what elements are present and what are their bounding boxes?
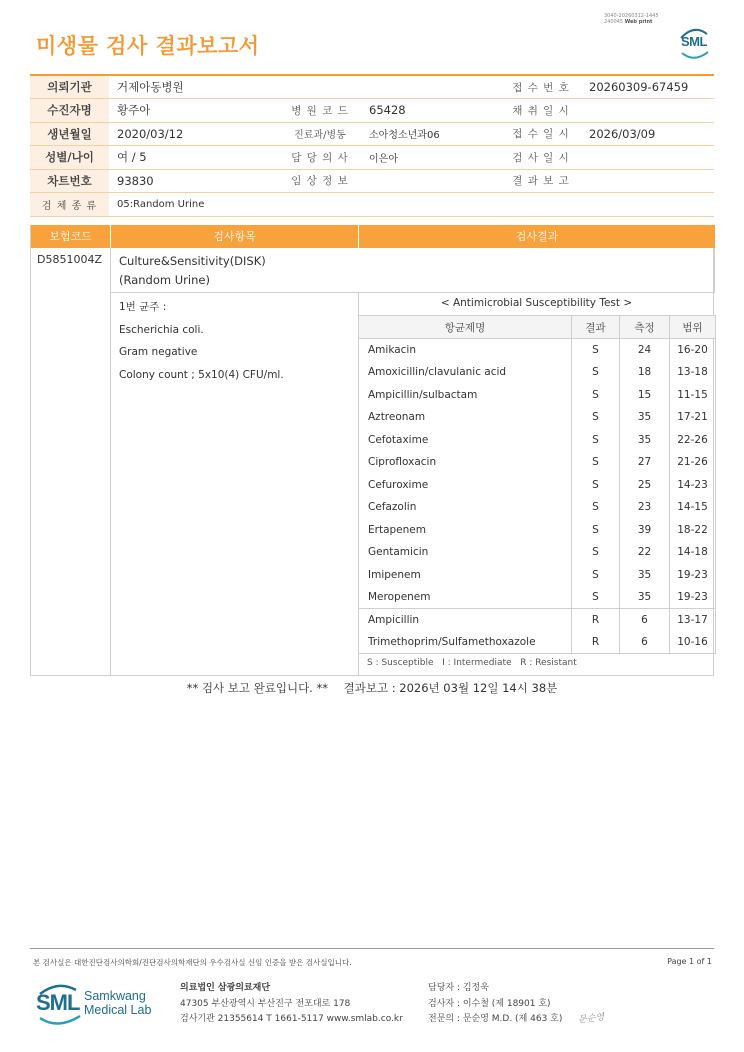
report-value [581,169,714,193]
info-row [30,193,714,217]
sml-logo-bottom [36,982,166,1028]
ast-range: 19-23 [670,564,716,587]
ast-range: 17-21 [670,406,716,429]
certification-note: 본 검사실은 대한진단검사의학회/진단검사의학재단의 우수검사실 신임 인증을 받은 검사실입니다. [33,958,352,967]
ast-result: S [572,496,620,519]
ast-result: S [572,564,620,587]
receipt-date-label: 접 수 일 시 [501,122,581,146]
ast-measure: 6 [620,631,670,654]
hosp-code-value: 65428 [361,99,501,123]
test-date-value [581,146,714,170]
hosp-code-label: 병 원 코 드 [279,99,361,123]
specimen-value: 05:Random Urine [109,193,714,217]
ast-result: S [572,384,620,407]
ast-row [359,564,716,587]
divider [110,248,111,676]
info-row [30,122,714,146]
ast-measure: 6 [620,609,670,632]
dept-value: 소아청소년과06 [361,122,501,146]
col-result-header: 검사결과 [358,225,715,248]
ast-drug: Ampicillin/sulbactam [359,384,572,407]
dob-value: 2020/03/12 [109,122,279,146]
ast-measure: 24 [620,339,670,362]
ast-drug: Cefuroxime [359,474,572,497]
logo-name [84,989,151,1017]
divider [714,248,715,293]
ast-range: 10-16 [670,631,716,654]
ast-result: S [572,339,620,362]
org-name: 의료법인 삼광의료재단 [180,983,271,993]
ast-measure: 22 [620,541,670,564]
print-code-line1: 3040-20260312-1445 [604,13,659,19]
info-row [30,169,714,193]
signature: 문순영 [577,1012,605,1026]
print-code-line2: 240045 [604,19,624,25]
ast-legend: S : Susceptible I : Intermediate R : Resistant [367,658,577,668]
ast-result: R [572,631,620,654]
ast-col-result: 결과 [572,316,620,339]
ast-range: 14-23 [670,474,716,497]
ast-range: 14-18 [670,541,716,564]
ast-range: 21-26 [670,451,716,474]
receipt-date-value: 2026/03/09 [581,122,714,146]
ast-drug: Meropenem [359,586,572,609]
ast-row [359,496,716,519]
patient-label: 수진자명 [30,99,109,123]
results-section [30,225,714,676]
ast-row [359,451,716,474]
insurance-code: D5851004Z [37,253,102,266]
patient-info-table [30,74,714,217]
info-row [30,75,714,99]
ast-header-row [359,316,716,339]
ast-col-measure: 측정 [620,316,670,339]
report-label: 결 과 보 고 [501,169,581,193]
ast-range: 19-23 [670,586,716,609]
sml-logo-top [676,25,712,61]
collect-date-value [581,99,714,123]
org-contact: 검사기관 21355614 T 1661-5117 www.smlab.co.kr [180,1014,403,1024]
ast-range: 16-20 [670,339,716,362]
dept-label: 진료과/병동 [279,122,361,146]
web-print-label: Web print [624,19,653,25]
ast-result: S [572,406,620,429]
ast-table [358,315,716,654]
info-row [30,146,714,170]
ast-row [359,406,716,429]
ast-title: < Antimicrobial Susceptibility Test > [440,297,633,309]
completion-message: ** 검사 보고 완료입니다. ** [186,681,328,695]
chart-no-label: 차트번호 [30,169,109,193]
collect-date-label: 채 취 일 시 [501,99,581,123]
sex-age-label: 성별/나이 [30,146,109,170]
ast-measure: 15 [620,384,670,407]
ast-measure: 23 [620,496,670,519]
ast-row [359,474,716,497]
receipt-no-label: 접 수 번 호 [501,75,581,99]
ast-drug: Imipenem [359,564,572,587]
ast-row [359,541,716,564]
ast-row [359,339,716,362]
staff-tester: 검사자 : 이수철 (제 18901 호) [428,998,551,1009]
ast-col-drug: 항균제명 [359,316,572,339]
clinical-label: 임 상 정 보 [279,169,361,193]
staff-info [428,981,562,1028]
ast-measure: 35 [620,564,670,587]
ast-measure: 35 [620,586,670,609]
organism-info [119,296,284,386]
ast-result: S [572,586,620,609]
ast-result: S [572,451,620,474]
ast-row [359,429,716,452]
test-name-line2: (Random Urine) [119,273,210,287]
org-info [180,981,403,1028]
ast-range: 13-17 [670,609,716,632]
ast-range: 18-22 [670,519,716,542]
ast-row [359,586,716,609]
colony-count: Colony count ; 5x10(4) CFU/ml. [119,368,284,381]
ast-row [359,361,716,384]
ast-result: S [572,361,620,384]
ast-result: S [572,474,620,497]
completion-line [0,680,744,696]
logo-name-line2: Medical Lab [84,1003,152,1017]
ast-drug: Ciprofloxacin [359,451,572,474]
test-date-label: 검 사 일 시 [501,146,581,170]
report-time: 결과보고 : 2026년 03월 12일 14시 38분 [343,681,558,695]
ast-measure: 35 [620,429,670,452]
ast-drug: Amoxicillin/clavulanic acid [359,361,572,384]
patient-value: 황주아 [109,99,279,123]
req-inst-value: 거제아동병원 [109,75,501,99]
print-code [604,13,659,25]
organism-label: 1번 균주 : [119,301,167,313]
clinical-value [361,169,501,193]
ast-measure: 25 [620,474,670,497]
doctor-value: 이은아 [361,146,501,170]
ast-measure: 27 [620,451,670,474]
staff-specialist: 전문의 : 문순영 M.D. (제 463 호) [428,1014,563,1024]
test-name [119,252,266,290]
footer-divider [30,948,714,949]
specimen-label: 검 체 종 류 [30,193,109,217]
req-inst-label: 의뢰기관 [30,75,109,99]
col-item-header: 검사항목 [110,225,358,248]
ast-range: 22-26 [670,429,716,452]
ast-drug: Aztreonam [359,406,572,429]
ast-drug: Cefazolin [359,496,572,519]
sex-age-value: 여 / 5 [109,146,279,170]
doctor-label: 담 당 의 사 [279,146,361,170]
ast-result: S [572,541,620,564]
ast-measure: 18 [620,361,670,384]
ast-range: 14-15 [670,496,716,519]
ast-range: 11-15 [670,384,716,407]
ast-result: R [572,609,620,632]
dob-label: 생년월일 [30,122,109,146]
ast-drug: Trimethoprim/Sulfamethoxazole [359,631,572,654]
organism-name: Escherichia coli. [119,323,204,336]
chart-no-value: 93830 [109,169,279,193]
ast-drug: Gentamicin [359,541,572,564]
gram-stain: Gram negative [119,346,198,358]
ast-result: S [572,519,620,542]
page-number: Page 1 of 1 [667,957,712,966]
ast-row [359,384,716,407]
info-row [30,99,714,123]
ast-drug: Ertapenem [359,519,572,542]
org-address: 47305 부산광역시 부산진구 전포대로 178 [180,998,351,1009]
receipt-no-value: 20260309-67459 [581,75,714,99]
ast-row [359,609,716,632]
ast-drug: Cefotaxime [359,429,572,452]
logo-name-line1: Samkwang [84,989,146,1003]
ast-col-range: 범위 [670,316,716,339]
staff-manager: 담당자 : 김정욱 [428,983,489,993]
ast-drug: Amikacin [359,339,572,362]
ast-row [359,631,716,654]
ast-measure: 39 [620,519,670,542]
results-header [31,225,715,248]
test-name-line1: Culture&Sensitivity(DISK) [119,254,266,268]
ast-row [359,519,716,542]
ast-measure: 35 [620,406,670,429]
logo-text: SML [681,34,707,49]
ast-range: 13-18 [670,361,716,384]
ast-result: S [572,429,620,452]
ast-drug: Ampicillin [359,609,572,632]
col-code-header: 보험코드 [49,230,92,243]
logo-text: SML [36,990,80,1015]
report-title: 미생물 검사 결과보고서 [36,34,260,58]
